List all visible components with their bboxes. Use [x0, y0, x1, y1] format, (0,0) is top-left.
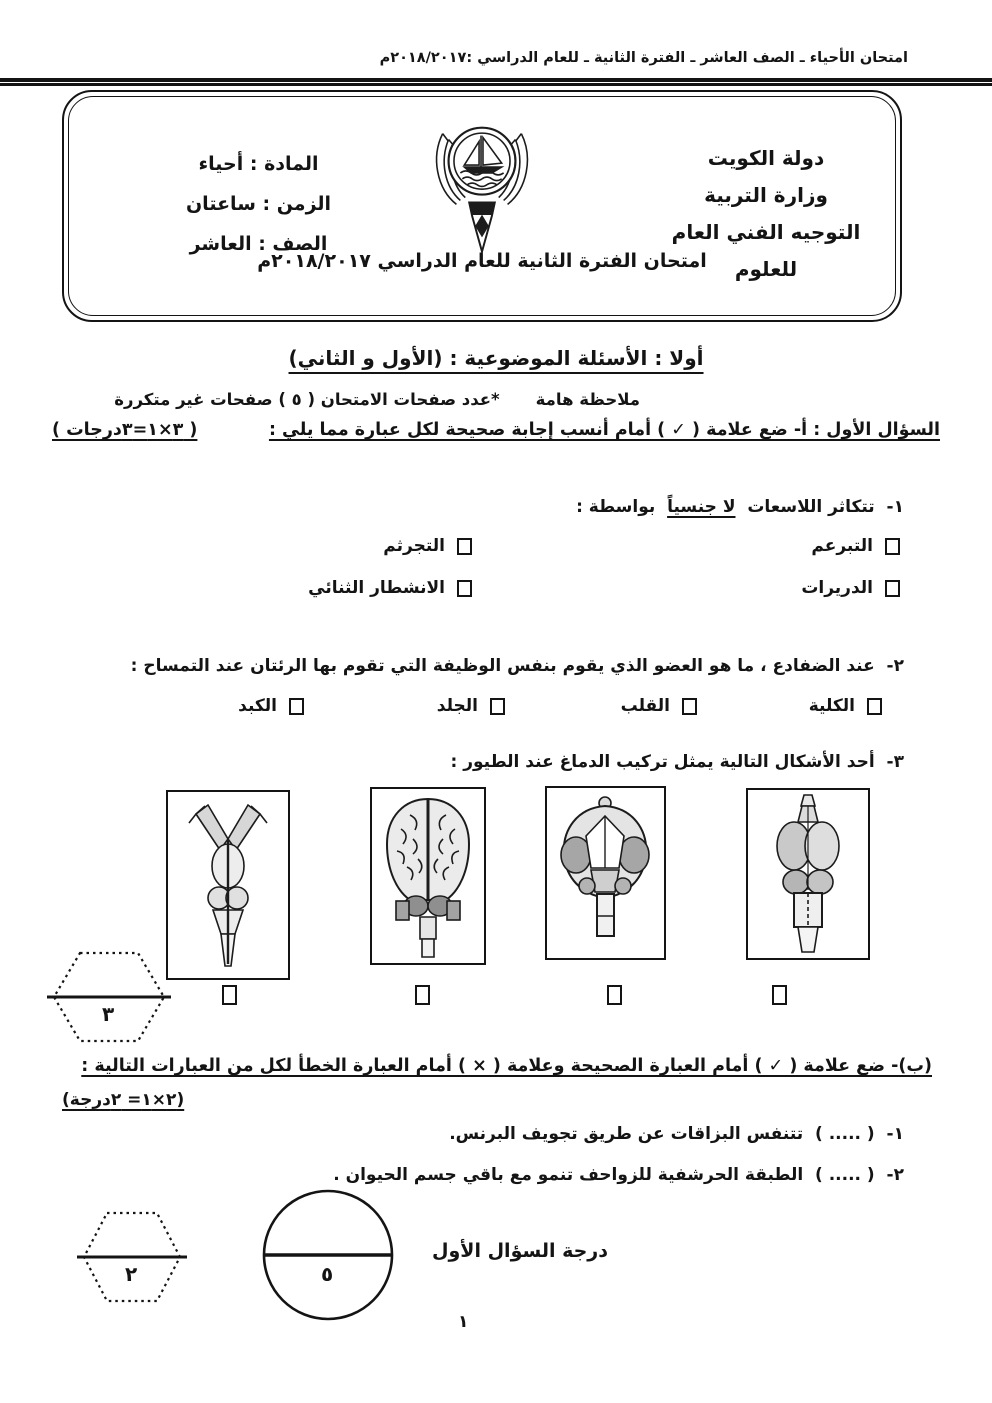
- hexagon-score-icon: [50, 950, 168, 1044]
- note-text: *عدد صفحات الامتحان ( ٥ ) صفحات غير متكررة: [114, 390, 500, 409]
- answer-checkbox[interactable]: [415, 985, 430, 1005]
- running-header: امتحان الأحياء ـ الصف العاشر ـ الفترة الثانية ـ للعام الدراسي :٢٠١٨/٢٠١٧م: [379, 50, 908, 66]
- mammal-brain-icon: [372, 789, 484, 963]
- answer-checkbox[interactable]: [490, 698, 505, 715]
- important-note: [114, 390, 640, 409]
- q1-option-binary-fission: [308, 578, 472, 598]
- answer-checkbox[interactable]: [457, 580, 472, 597]
- page-number: ١: [458, 1312, 469, 1332]
- q2-option-kidney: [809, 696, 882, 716]
- question-2-number: ٢-: [886, 656, 904, 676]
- q2-option-skin: [437, 696, 505, 716]
- amphibian-brain-figure: [746, 788, 870, 960]
- exam-title: امتحان الفترة الثانية للعام الدراسي ٢٠١٨/٢٠١٧م: [257, 250, 707, 272]
- hexagon-score-icon: [80, 1210, 184, 1304]
- score-value: ٢: [125, 1262, 138, 1286]
- question-1-text: [576, 497, 904, 517]
- header-box: [62, 90, 902, 322]
- question-1-text-end: بواسطة :: [576, 497, 656, 517]
- answer-checkbox[interactable]: [885, 580, 900, 597]
- bird-brain-figure: [545, 786, 666, 960]
- exam-info-block: [136, 144, 381, 264]
- part-a-score-badge: [50, 950, 168, 1044]
- question-2-body: عند الضفادع ، ما هو العضو الذي يقوم بنفس الوظيفة التي تقوم بها الرئتان عند التمساح :: [130, 656, 875, 676]
- directorate-name: التوجيه الفني العام للعلوم: [671, 220, 861, 281]
- part-b-marks: (٢×١= ٢درجة): [62, 1090, 185, 1110]
- answer-checkbox[interactable]: [772, 985, 787, 1005]
- score-value: ٥: [321, 1262, 334, 1286]
- fish-brain-figure: [166, 790, 290, 980]
- option-label: القلب: [620, 696, 670, 716]
- amphibian-brain-icon: [748, 790, 868, 958]
- fish-brain-icon: [168, 792, 288, 978]
- statement-2-text: الطبقة الحرشفية للزواحف تنمو مع باقي جسم الحيوان .: [333, 1165, 804, 1185]
- answer-checkbox[interactable]: [867, 698, 882, 715]
- option-label: الانشطار الثنائي: [308, 578, 445, 598]
- part-b-score-badge: [80, 1210, 184, 1304]
- answer-checkbox[interactable]: [289, 698, 304, 715]
- note-label: ملاحظة هامة: [535, 390, 640, 409]
- subject-label: المادة : أحياء: [198, 153, 319, 175]
- question-3-text: [451, 752, 904, 772]
- section-heading: أولا : الأسئلة الموضوعية : (الأول و الثاني): [289, 346, 704, 374]
- question-1-number: ١-: [886, 497, 904, 517]
- question-3-body: أحد الأشكال التالية يمثل تركيب الدماغ عند الطيور :: [450, 752, 875, 772]
- score-value: ٣: [102, 1002, 115, 1026]
- question-1-text-start: تتكاثر اللاسعات: [747, 497, 875, 517]
- statement-2-number: ٢-: [886, 1165, 904, 1185]
- question-2-text: [131, 656, 904, 676]
- time-label: الزمن : ساعتان: [185, 193, 332, 215]
- answer-checkbox[interactable]: [885, 538, 900, 555]
- q1-option-planula: [801, 578, 900, 598]
- answer-blank[interactable]: ( ..... ): [815, 1124, 875, 1144]
- country-name: دولة الكويت: [707, 146, 825, 170]
- answer-checkbox[interactable]: [457, 538, 472, 555]
- question1-part-a-heading: [52, 420, 940, 440]
- bird-brain-icon: [547, 788, 664, 958]
- q1-option-budding: [811, 536, 900, 556]
- header-divider: [0, 78, 992, 86]
- total-score-label: درجة السؤال الأول: [432, 1240, 608, 1262]
- answer-blank[interactable]: ( ..... ): [815, 1165, 875, 1185]
- q1-option-sporulation: [383, 536, 472, 556]
- answer-checkbox[interactable]: [682, 698, 697, 715]
- q2-option-heart: [621, 696, 697, 716]
- option-label: الكلية: [808, 696, 855, 716]
- option-label: التبرعم: [811, 536, 873, 556]
- kuwait-emblem-icon: [423, 110, 541, 256]
- answer-checkbox[interactable]: [607, 985, 622, 1005]
- part-b-instruction: (ب)- ضع علامة ( ✓ ) أمام العبارة الصحيحة وعلامة ( × ) أمام العبارة الخطأ لكل من العبارات التالية :: [81, 1056, 932, 1076]
- mammal-brain-figure: [370, 787, 486, 965]
- part-a-instruction: السؤال الأول : أ- ضع علامة ( ✓ ) أمام أنسب إجابة صحيحة لكل عبارة مما يلي :: [268, 420, 940, 440]
- statement-1-number: ١-: [886, 1124, 904, 1144]
- statement-2: [333, 1165, 904, 1185]
- ministry-name: وزارة التربية: [704, 183, 828, 207]
- option-label: التجرثم: [383, 536, 445, 556]
- option-label: الجلد: [436, 696, 478, 716]
- circle-score-icon: [258, 1188, 398, 1324]
- option-label: الدريرات: [801, 578, 873, 598]
- question-3-number: ٣-: [886, 752, 904, 772]
- question-1-text-underlined: لا جنسياً: [667, 497, 736, 517]
- option-label: الكبد: [238, 696, 277, 716]
- grade-label: الصف : العاشر: [189, 233, 328, 255]
- statement-1-text: تتنفس البزاقات عن طريق تجويف البرنس.: [449, 1124, 804, 1144]
- question-total-score-badge: [258, 1188, 398, 1324]
- q2-option-liver: [238, 696, 304, 716]
- answer-checkbox[interactable]: [222, 985, 237, 1005]
- part-a-marks: ( ٣×١=٣درجات ): [52, 420, 198, 440]
- statement-1: [449, 1124, 904, 1144]
